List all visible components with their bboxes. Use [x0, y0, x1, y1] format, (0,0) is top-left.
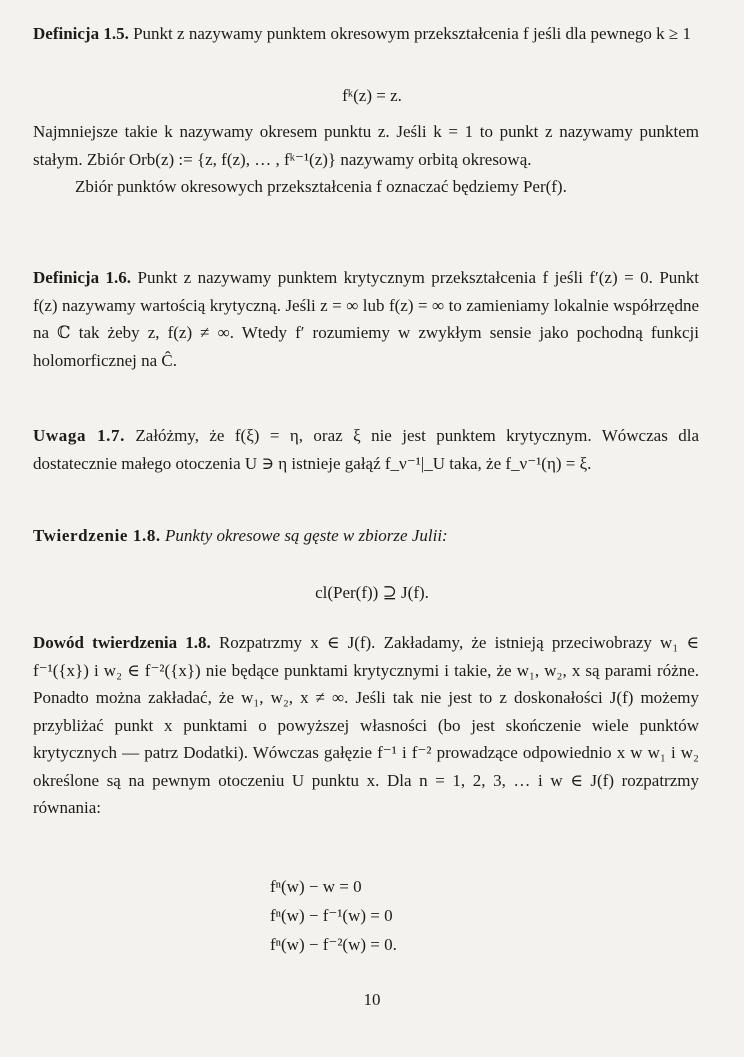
theorem-1-8-text: Punkty okresowe są gęste w zbiorze Julii:	[165, 526, 448, 545]
definition-1-5-text2: Najmniejsze takie k nazywamy okresem punktu z. Jeśli k = 1 to punkt z nazywamy punktem stałym. Zbiór Orb(z) := {z, f(z), … , fᵏ⁻¹(z)} nazywamy orbitą okresową.	[33, 122, 699, 169]
remark-1-7	[33, 422, 699, 477]
proof-1-8	[33, 629, 699, 822]
page-number: 10	[363, 990, 381, 1009]
remark-1-7-text: Załóżmy, że f(ξ) = η, oraz ξ nie jest punktem krytycznym. Wówczas dla dostatecznie małego otoczenia U ∋ η istnieje gałąź f_ν⁻¹|_U taka, że f_ν⁻¹(η) = ξ.	[33, 426, 699, 473]
proof-text: Rozpatrzmy x ∈ J(f). Zakładamy, że istnieją przeciwobrazy w₁ ∈ f⁻¹({x}) i w₂ ∈ f⁻²({x}) nie będące punktami krytycznymi i takie, że w₁, w₂, x są parami różne. Ponadto można zakładać, że w₁, w₂, x ≠ ∞. Jeśli tak nie jest to z doskonałości J(f) możemy przybliżać punkt x punktami o powyższej własności (bo jest skończenie wiele punktów krytycznych — patrz Dodatki). Wówczas gałęzie f⁻¹ i f⁻² prowadzące odpowiednio x w w₁ i w₂ określone są na pewnym otoczeniu U punktu x. Dla n = 1, 2, 3, … i w ∈ J(f) rozpatrzmy równania:	[33, 633, 700, 817]
definition-1-5	[33, 20, 699, 48]
equation-3: fⁿ(w) − f⁻²(w) = 0.	[270, 935, 397, 954]
proof-heading: Dowód twierdzenia 1.8.	[33, 633, 211, 652]
formula-cl-per: cl(Per(f)) ⊇ J(f).	[315, 583, 429, 602]
definition-1-6-text: Punkt z nazywamy punktem krytycznym przekształcenia f jeśli f′(z) = 0. Punkt f(z) nazywamy wartością krytyczną. Jeśli z = ∞ lub f(z) = ∞ to zamieniamy lokalnie współrzędne na ℂ tak żeby z, f(z) ≠ ∞. Wtedy f′ rozumiemy w zwykłym sensie jako pochodną funkcji holomorficznej na Ĉ.	[33, 268, 699, 370]
theorem-1-8-heading: Twierdzenie 1.8.	[33, 526, 161, 545]
formula-fk-z: fᵏ(z) = z.	[342, 86, 402, 105]
definition-1-5-heading: Definicja 1.5.	[33, 24, 129, 43]
definition-1-5-continued	[33, 118, 699, 201]
remark-1-7-heading: Uwaga 1.7.	[33, 426, 125, 445]
definition-1-5-text3: Zbiór punktów okresowych przekształcenia f oznaczać będziemy Per(f).	[75, 177, 567, 196]
definition-1-6	[33, 264, 699, 374]
definition-1-5-text: Punkt z nazywamy punktem okresowym przekształcenia f jeśli dla pewnego k ≥ 1	[133, 24, 691, 43]
equation-2: fⁿ(w) − f⁻¹(w) = 0	[270, 906, 393, 925]
equation-1: fⁿ(w) − w = 0	[270, 877, 362, 896]
definition-1-6-heading: Definicja 1.6.	[33, 268, 132, 287]
theorem-1-8	[33, 522, 699, 550]
equation-system	[270, 872, 397, 959]
